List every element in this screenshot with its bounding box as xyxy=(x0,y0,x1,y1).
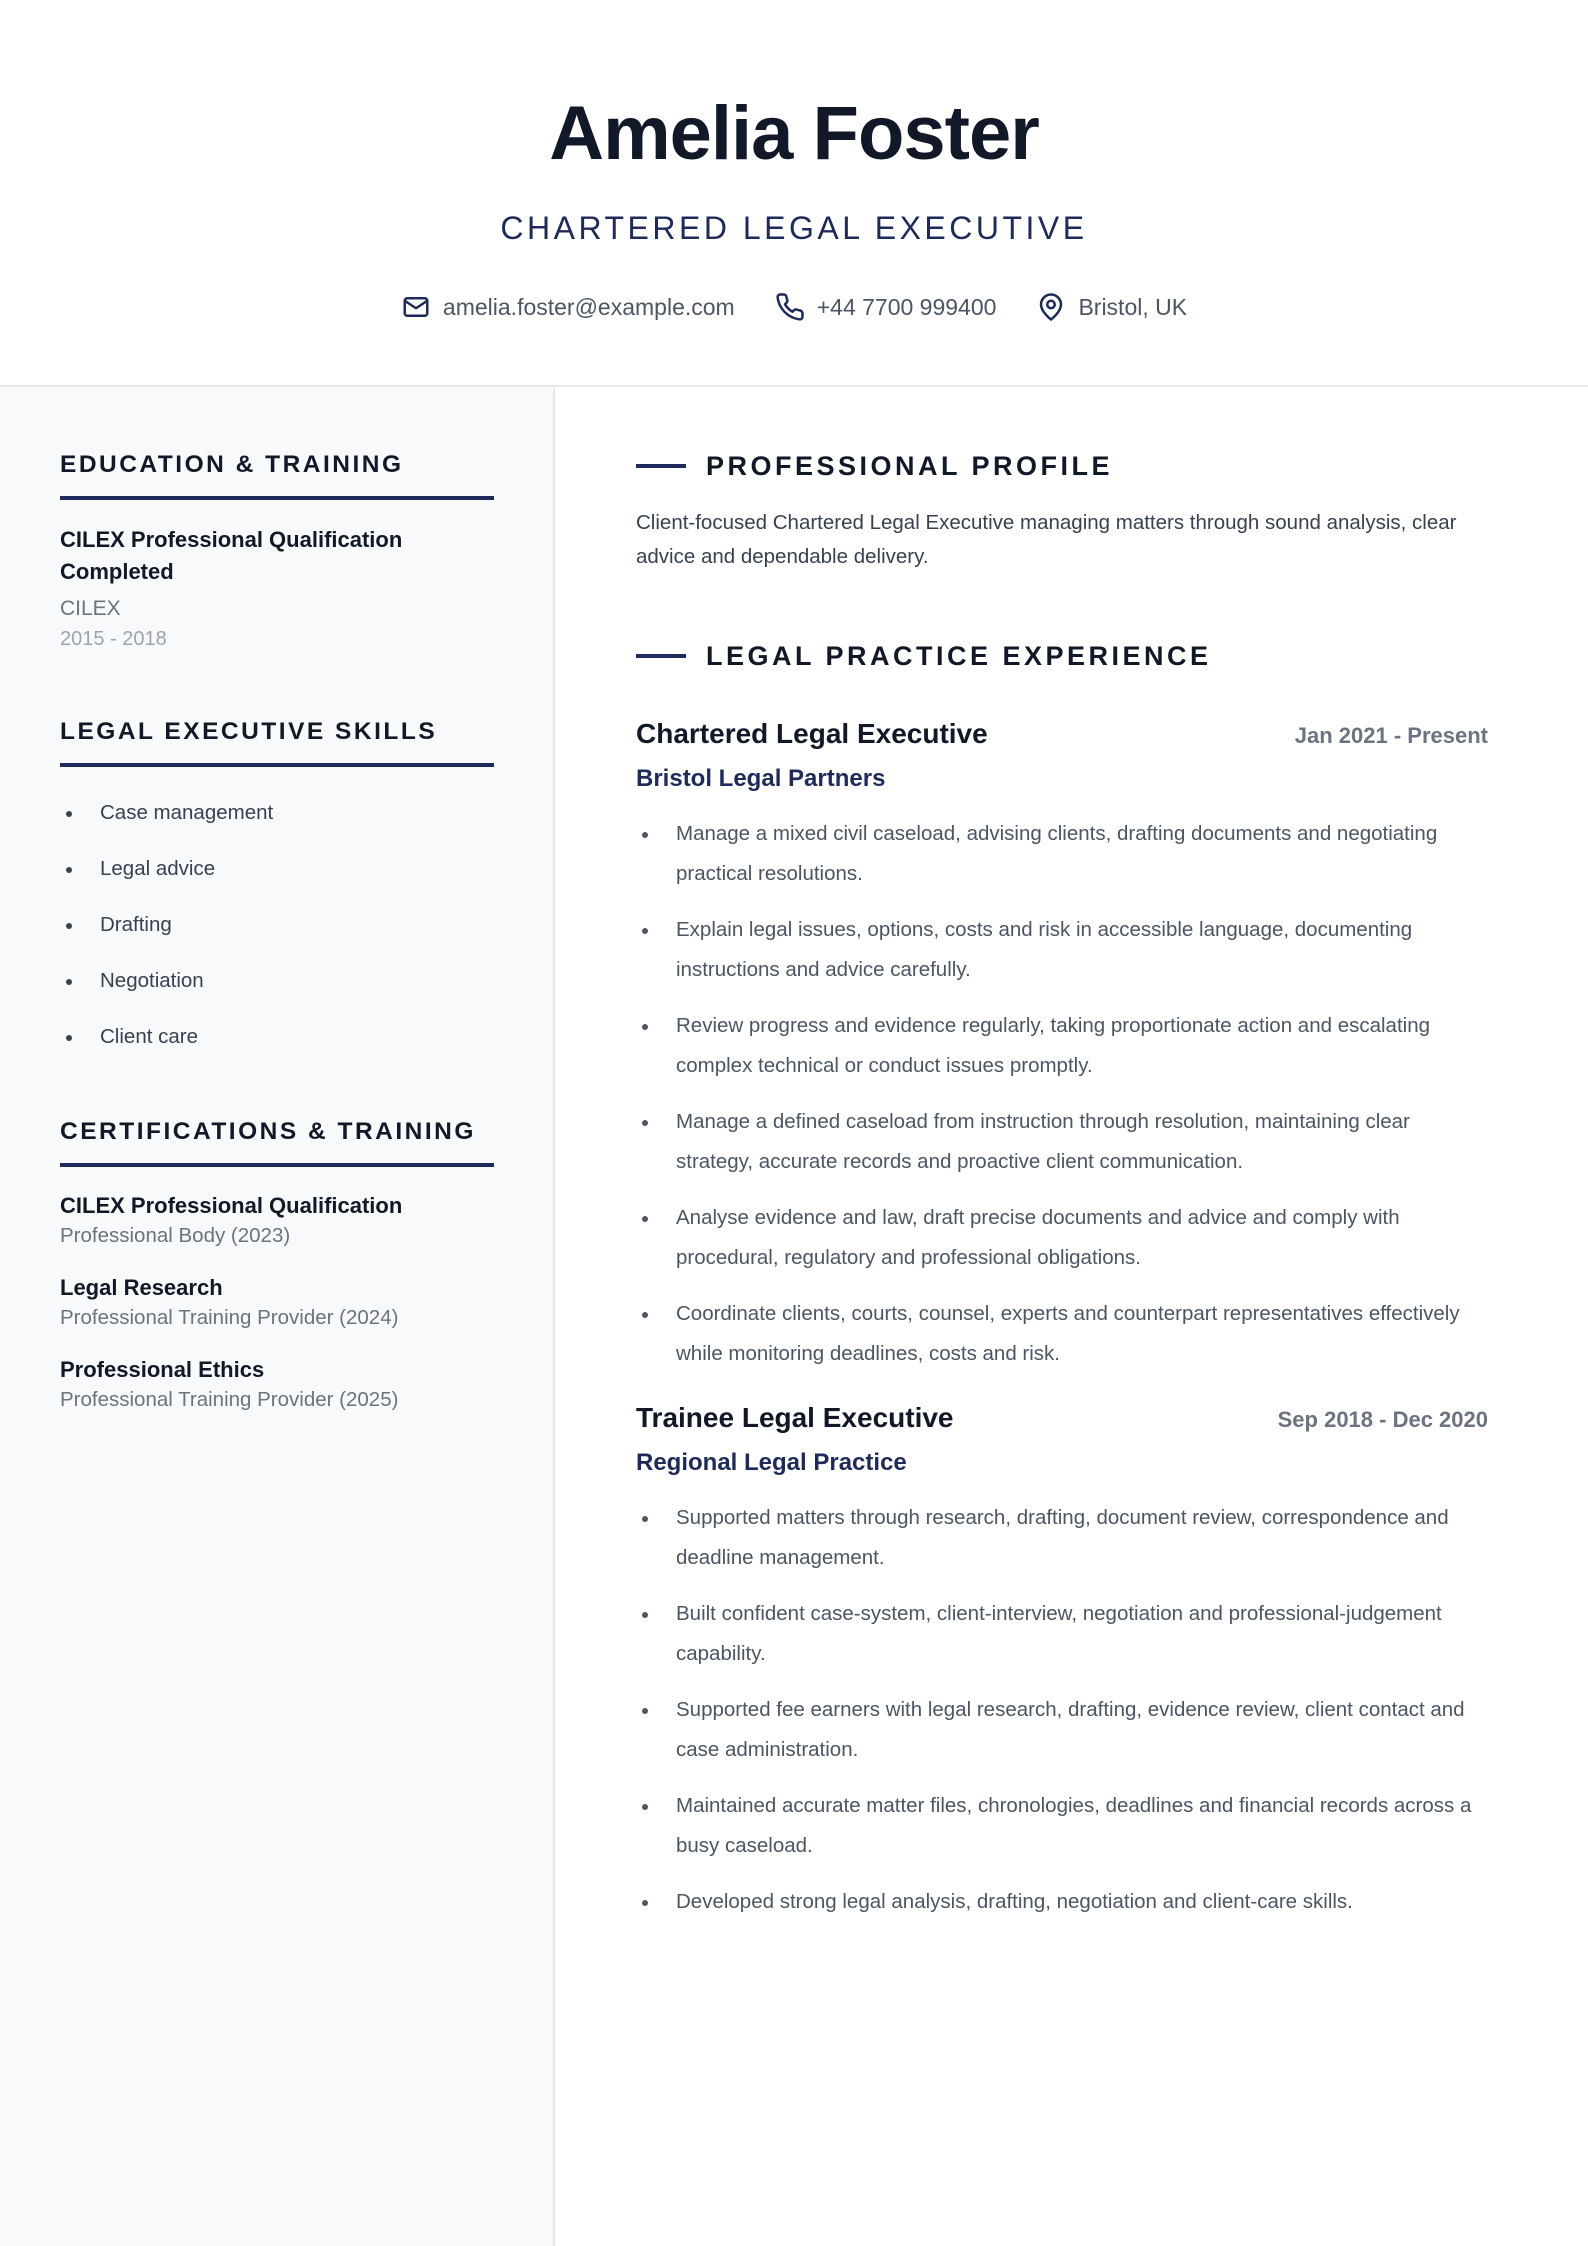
job-bullet: Built confident case-system, client-interview, negotiation and professional-judgement capability. xyxy=(636,1594,1488,1674)
certification-name: Professional Ethics xyxy=(60,1357,265,1382)
job-bullet: Review progress and evidence regularly, taking proportionate action and escalating complex technical or conduct issues promptly. xyxy=(636,1006,1488,1086)
education-heading: EDUCATION & TRAINING xyxy=(60,448,494,500)
skills-heading: LEGAL EXECUTIVE SKILLS xyxy=(60,715,494,767)
heading-accent-bar xyxy=(636,464,686,468)
skill-item: Drafting xyxy=(60,897,494,953)
skill-item: Legal advice xyxy=(60,841,494,897)
education-school: CILEX xyxy=(60,597,121,620)
education-degree: CILEX Professional Qualification Completed xyxy=(60,527,403,584)
profile-summary: Client-focused Chartered Legal Executive managing matters through sound analysis, clear advice and dependable delivery. xyxy=(636,511,1457,568)
job-bullets xyxy=(636,1498,1488,1922)
job-company: Bristol Legal Partners xyxy=(636,765,886,792)
job-bullet: Analyse evidence and law, draft precise documents and advice and comply with procedural, regulatory and professional obligations. xyxy=(636,1198,1488,1278)
resume-header xyxy=(0,0,1588,387)
job-dates: Jan 2021 - Present xyxy=(1294,723,1488,748)
candidate-name: Amelia Foster xyxy=(549,91,1039,176)
profile-heading-text: PROFESSIONAL PROFILE xyxy=(706,451,1114,481)
job-entry xyxy=(636,714,1488,1374)
profile-section xyxy=(636,448,1488,574)
job-bullet: Supported matters through research, drafting, document review, correspondence and deadline management. xyxy=(636,1498,1488,1578)
certification-issuer: Professional Training Provider (2025) xyxy=(60,1388,399,1411)
certification-item xyxy=(60,1273,494,1333)
skills-section xyxy=(60,715,494,1065)
heading-accent-bar xyxy=(636,654,686,658)
location-text: Bristol, UK xyxy=(1078,294,1188,320)
job-bullet: Supported fee earners with legal research, drafting, evidence review, client contact and case administration. xyxy=(636,1690,1488,1770)
skill-item: Client care xyxy=(60,1009,494,1065)
job-bullet: Maintained accurate matter files, chronologies, deadlines and financial records across a busy caseload. xyxy=(636,1786,1488,1866)
certification-issuer: Professional Training Provider (2024) xyxy=(60,1306,399,1329)
job-title: Chartered Legal Executive xyxy=(636,718,988,749)
certification-item xyxy=(60,1191,494,1251)
job-bullet: Explain legal issues, options, costs and risk in accessible language, documenting instructions and advice carefully. xyxy=(636,910,1488,990)
job-title: Trainee Legal Executive xyxy=(636,1402,954,1433)
location-pin-icon xyxy=(1036,292,1066,322)
skills-list xyxy=(60,785,494,1065)
certification-name: Legal Research xyxy=(60,1275,223,1300)
profile-heading xyxy=(636,448,1488,484)
contact-location xyxy=(1036,290,1187,324)
mail-icon xyxy=(401,292,431,322)
email-text: amelia.foster@example.com xyxy=(442,294,735,320)
job-entry xyxy=(636,1398,1488,1922)
experience-heading-text: LEGAL PRACTICE EXPERIENCE xyxy=(706,641,1212,671)
candidate-title: CHARTERED LEGAL EXECUTIVE xyxy=(500,210,1088,246)
certification-item xyxy=(60,1355,494,1415)
skill-item: Case management xyxy=(60,785,494,841)
certifications-heading: CERTIFICATIONS & TRAINING xyxy=(60,1115,494,1167)
certification-issuer: Professional Body (2023) xyxy=(60,1224,291,1247)
job-header xyxy=(636,1398,1488,1440)
job-bullet: Manage a defined caseload from instruction through resolution, maintaining clear strategy, accurate records and proactive client communication. xyxy=(636,1102,1488,1182)
contact-email[interactable] xyxy=(401,290,735,324)
certifications-section xyxy=(60,1115,494,1415)
contact-phone[interactable] xyxy=(775,290,997,324)
job-bullet: Coordinate clients, courts, counsel, experts and counterpart representatives effectively while monitoring deadlines, costs and risk. xyxy=(636,1294,1488,1374)
certification-name: CILEX Professional Qualification xyxy=(60,1193,403,1218)
skill-item: Negotiation xyxy=(60,953,494,1009)
experience-heading xyxy=(636,638,1488,674)
contact-bar xyxy=(0,290,1588,324)
education-section xyxy=(60,448,494,654)
experience-section xyxy=(636,638,1488,1938)
education-years: 2015 - 2018 xyxy=(60,628,167,650)
sidebar xyxy=(0,388,555,2246)
job-bullet: Manage a mixed civil caseload, advising clients, drafting documents and negotiating practical resolutions. xyxy=(636,814,1488,894)
job-bullets xyxy=(636,814,1488,1374)
phone-icon xyxy=(775,292,805,322)
job-dates: Sep 2018 - Dec 2020 xyxy=(1277,1407,1488,1432)
job-bullet: Developed strong legal analysis, drafting, negotiation and client-care skills. xyxy=(636,1882,1488,1922)
phone-text: +44 7700 999400 xyxy=(816,294,997,320)
job-company: Regional Legal Practice xyxy=(636,1449,907,1476)
job-header xyxy=(636,714,1488,756)
